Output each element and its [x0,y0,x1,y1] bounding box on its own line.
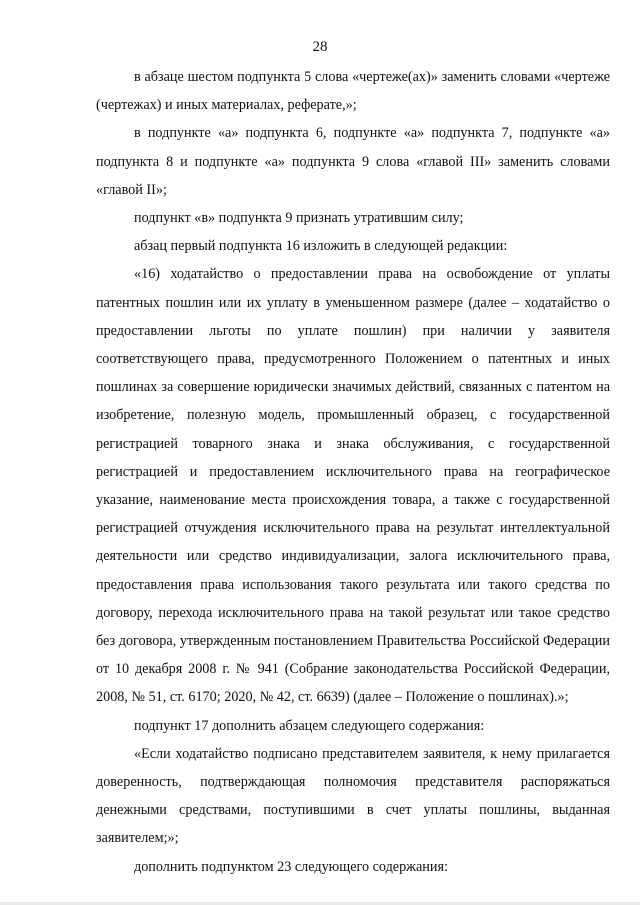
paragraph-subpoint-17-intro: подпункт 17 дополнить абзацем следующего содержания: [134,717,485,734]
document-body [96,63,610,881]
paragraph-invalidate-subpoint: подпункт «в» подпункта 9 признать утратившим силу; [134,210,464,227]
paragraph-new-wording-intro: абзац первый подпункта 16 изложить в следующей редакции: [134,238,508,255]
paragraph-subpoint-17-text: «Если ходатайство подписано представителем заявителя, к нему прилагается доверенность, подтверждающая полномочия представителя распоряжаться денежными средствами, поступившими в счет уплаты пошлины, выданная заявителем;»; [96,745,610,847]
paragraph-drawing-words: в абзаце шестом подпункта 5 слова «чертеже(ах)» заменить словами «чертеже (чертежах) и иных материалах, реферате,»; [96,69,610,114]
paragraph-subpoint-23-intro: дополнить подпунктом 23 следующего содержания: [134,858,448,875]
paragraph-chapter-reference: в подпункте «а» подпункта 6, подпункте «а» подпункта 7, подпункте «а» подпункта 8 и подпункте «а» подпункта 9 слова «главой III» заменить словами «главой II»; [96,125,610,198]
paragraph-subpoint-16-text: «16) ходатайство о предоставлении права на освобождение от уплаты патентных пошлин или их уплату в уменьшенном размере (далее – ходатайство о предоставлении льготы по уплате пошлин) при наличии у заявителя соответствующего права, предусмотренного Положением о патентных и иных пошлинах за совершение юридически значимых действий, связанных с патентом на изобретение, полезную модель, промышленный образец, с государственной регистрацией товарного знака и знака обслуживания, с государственной регистрацией и предоставлением исключительного права на географическое указание, наименование места происхождения товара, а также с государственной регистрацией отчуждения исключительного права на результат интеллектуальной деятельности или средство индивидуализации, залога исключительного права, предоставления права использования такого результата или такого средства по договору, перехода исключительного права на такой результат или такое средство без договора, утвержденным постановлением Правительства Российской Федерации от 10 декабря 2008 г. № 941 (Собрание законодательства Российской Федерации, 2008, № 51, ст. 6170; 2020, № 42, ст. 6639) (далее – Положение о пошлинах).»; [96,266,610,706]
page-number: 28 [312,39,328,55]
